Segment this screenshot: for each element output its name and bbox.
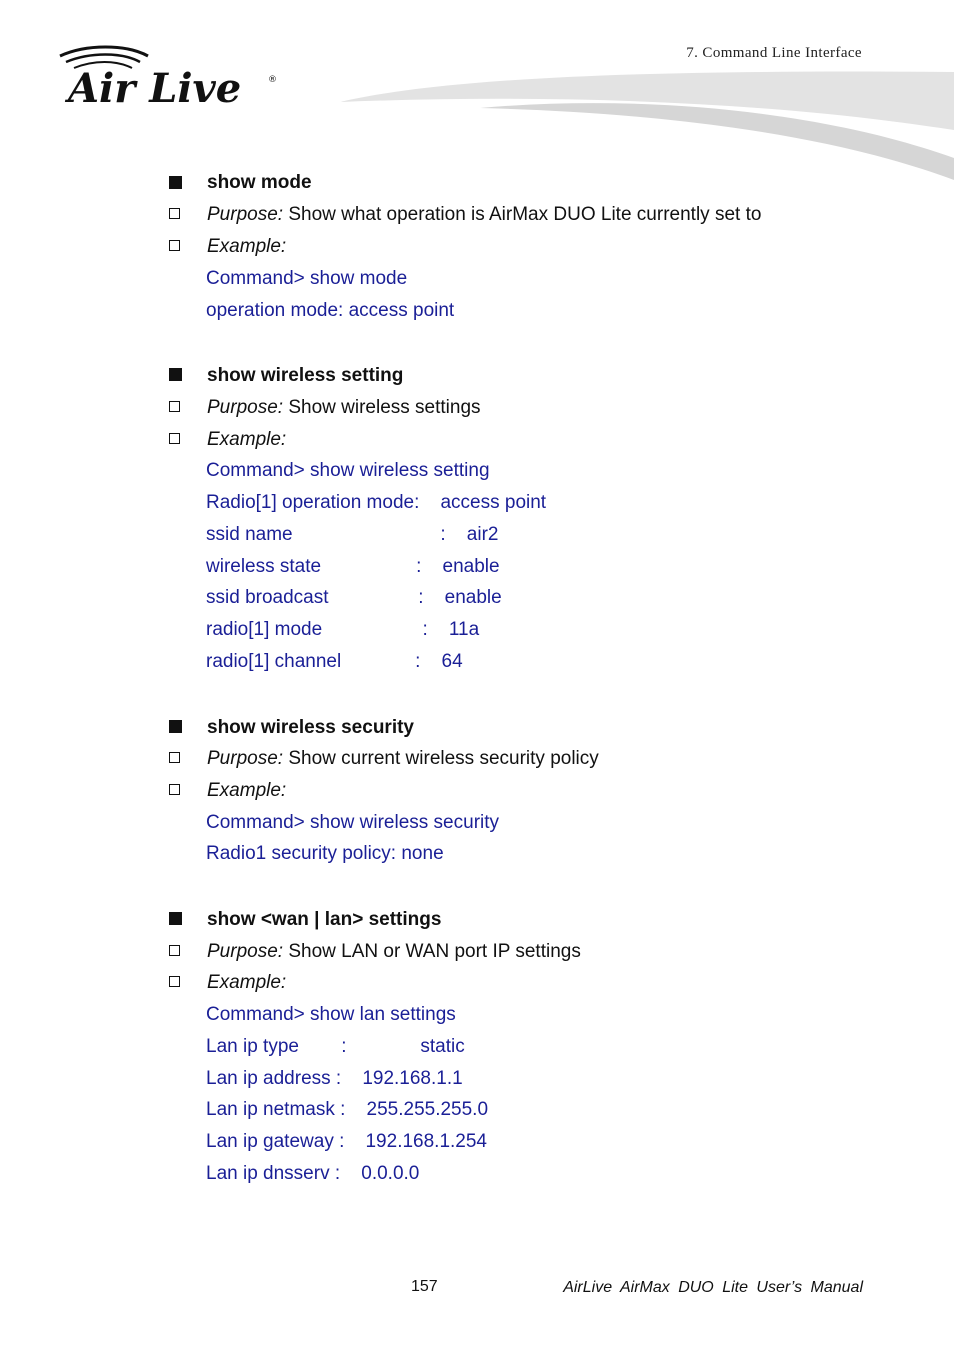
purpose-line: Purpose: Show wireless settings [207,397,481,418]
section-title: show wireless setting [207,365,404,386]
section-bullet-icon [169,720,182,733]
example-label: Example: [207,780,287,801]
code-line: operation mode: access point [206,300,455,321]
purpose-line: Purpose: Show current wireless security policy [207,748,599,769]
example-label: Example: [207,429,287,450]
checkbox-bullet-icon [169,240,180,251]
purpose-line: Purpose: Show LAN or WAN port IP settings [207,941,581,962]
code-line: Command> show wireless setting [206,460,490,481]
code-line: Command> show wireless security [206,812,500,833]
section-title: show <wan | lan> settings [207,909,442,930]
code-line: Lan ip type : static [206,1036,465,1057]
code-line: ssid name : air2 [206,524,499,545]
code-line: ssid broadcast : enable [206,587,502,608]
logo-text: Air Live [68,65,242,108]
code-line: Lan ip dnsserv : 0.0.0.0 [206,1163,420,1184]
page-number: 157 [411,1278,438,1295]
code-line: radio[1] channel : 64 [206,651,463,672]
checkbox-bullet-icon [169,208,180,219]
code-line: wireless state : enable [206,556,500,577]
section-title: show wireless security [207,717,414,738]
checkbox-bullet-icon [169,976,180,987]
code-line: Radio1 security policy: none [206,843,444,864]
checkbox-bullet-icon [169,433,180,444]
section-bullet-icon [169,368,182,381]
code-line: Command> show lan settings [206,1004,456,1025]
code-line: radio[1] mode : 11a [206,619,480,640]
code-line: Lan ip gateway : 192.168.1.254 [206,1131,487,1152]
header-swoosh [340,60,954,180]
section-bullet-icon [169,912,182,925]
checkbox-bullet-icon [169,784,180,795]
checkbox-bullet-icon [169,401,180,412]
checkbox-bullet-icon [169,945,180,956]
purpose-line: Purpose: Show what operation is AirMax DUO Lite currently set to [207,204,762,225]
code-line: Lan ip address : 192.168.1.1 [206,1068,463,1089]
checkbox-bullet-icon [169,752,180,763]
section-bullet-icon [169,176,182,189]
code-line: Lan ip netmask : 255.255.255.0 [206,1099,489,1120]
svg-text:®: ® [268,75,277,85]
airlive-logo [56,42,286,108]
manual-title: AirLive AirMax DUO Lite User’s Manual [563,1279,863,1296]
code-line: Command> show mode [206,268,408,289]
example-label: Example: [207,236,287,257]
chapter-header: 7. Command Line Interface [686,45,862,61]
section-title: show mode [207,172,312,193]
code-line: Radio[1] operation mode: access point [206,492,547,513]
example-label: Example: [207,972,287,993]
